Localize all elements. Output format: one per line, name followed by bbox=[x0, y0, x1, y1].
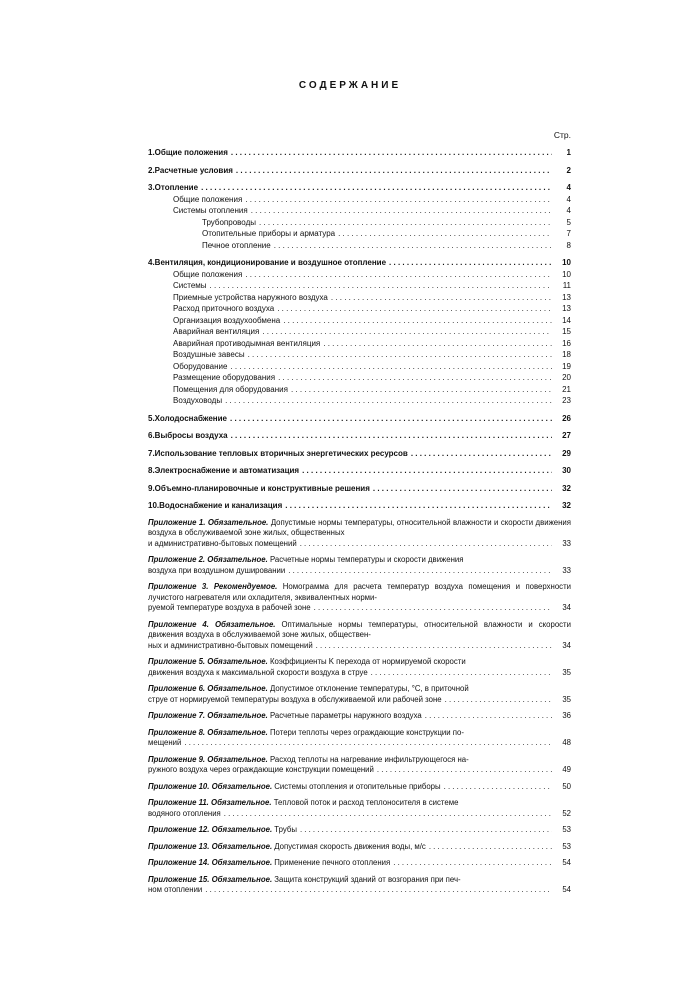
dot-leader bbox=[274, 240, 552, 252]
toc-label: Системы отопления bbox=[173, 206, 248, 215]
dot-leader bbox=[291, 384, 552, 396]
appendix-title: Приложение 14. Обязательное. bbox=[148, 858, 273, 867]
toc-label: 2.Расчетные условия bbox=[148, 165, 233, 175]
page-number: 4 bbox=[566, 206, 571, 215]
page-number: 33 bbox=[562, 565, 571, 575]
dot-leader bbox=[302, 465, 552, 477]
dot-leader bbox=[184, 738, 552, 749]
appendix-text-end: ном отоплении bbox=[148, 885, 203, 894]
dot-leader bbox=[277, 303, 552, 315]
toc-appendix bbox=[148, 782, 571, 793]
appendix-text: Расчетные параметры наружного воздуха bbox=[269, 711, 422, 720]
appendix-body bbox=[148, 518, 571, 539]
toc-appendix bbox=[148, 825, 571, 836]
toc-appendix bbox=[148, 842, 571, 853]
page-number: 48 bbox=[562, 738, 571, 747]
dot-leader bbox=[314, 603, 552, 614]
toc-subsection bbox=[148, 372, 571, 384]
toc-appendix bbox=[148, 711, 571, 722]
appendix-text-end bbox=[148, 858, 390, 869]
toc-subsection bbox=[148, 228, 571, 240]
appendix-title: Приложение 13. Обязательное. bbox=[148, 841, 273, 851]
toc-label: 4.Вентиляция, кондиционирование и воздушное отопление bbox=[148, 258, 387, 267]
appendix-body bbox=[148, 728, 571, 739]
appendix-last-line bbox=[148, 566, 571, 577]
appendix-title: Приложение 10. Обязательное. bbox=[148, 781, 273, 791]
toc-appendix bbox=[148, 875, 571, 896]
page-number: 35 bbox=[562, 694, 571, 704]
toc-label: Расход приточного воздуха bbox=[173, 304, 275, 313]
appendix-title: Приложение 11. Обязательное. bbox=[148, 798, 272, 807]
dot-leader bbox=[248, 349, 552, 361]
toc-label: Общие положения bbox=[173, 194, 243, 204]
toc-label: Воздуховоды bbox=[173, 396, 223, 405]
toc-subsection bbox=[148, 280, 571, 292]
toc-label: 9.Объемно-планировочные и конструктивные решения bbox=[148, 483, 370, 493]
toc-appendix bbox=[148, 728, 571, 749]
appendix-text-end bbox=[148, 825, 297, 836]
appendix-text-end: и административно-бытовых помещений bbox=[148, 538, 297, 548]
appendix-last-line bbox=[148, 738, 571, 749]
page-number: 26 bbox=[562, 413, 571, 423]
page-number: 11 bbox=[562, 281, 571, 290]
toc-appendix bbox=[148, 555, 571, 576]
appendix-last-line bbox=[148, 842, 571, 853]
dot-leader bbox=[231, 147, 552, 159]
dot-leader bbox=[251, 205, 552, 217]
appendix-text-end: руемой температуре воздуха в рабочей зоне bbox=[148, 603, 311, 612]
appendix-title: Приложение 2. Обязательное. bbox=[148, 555, 268, 564]
appendix-text-end: водяного отопления bbox=[148, 808, 221, 818]
toc-label: 6.Выбросы воздуха bbox=[148, 431, 228, 440]
page-column-label: Стр. bbox=[553, 130, 571, 140]
toc-label: 1.Общие положения bbox=[148, 148, 228, 157]
page-number: 13 bbox=[562, 292, 571, 302]
toc-label: Воздушные завесы bbox=[173, 350, 245, 359]
page-number: 34 bbox=[562, 640, 571, 650]
toc-label: Системы bbox=[173, 281, 207, 290]
appendix-title: Приложение 6. Обязательное. bbox=[148, 684, 268, 693]
toc-subsection bbox=[148, 395, 571, 407]
dot-leader bbox=[230, 413, 552, 425]
toc-subsection bbox=[148, 326, 571, 338]
appendix-title: Приложение 7. Обязательное. bbox=[148, 711, 268, 720]
toc-subsection bbox=[148, 292, 571, 304]
page-number: 13 bbox=[562, 304, 571, 313]
appendix-body bbox=[148, 684, 571, 695]
appendix-last-line bbox=[148, 641, 571, 652]
toc-label: Размещение оборудования bbox=[173, 373, 276, 382]
toc-subsection bbox=[148, 303, 571, 315]
page-number: 52 bbox=[562, 808, 571, 818]
dot-leader bbox=[371, 668, 552, 679]
appendix-text: Потери теплоты через ограждающие конструкции по- bbox=[269, 727, 464, 737]
toc-subsection bbox=[148, 194, 571, 206]
dot-leader bbox=[230, 361, 552, 373]
page-number: 19 bbox=[562, 361, 571, 371]
page-number: 33 bbox=[562, 538, 571, 548]
appendix-text: Допустимые нормы температуры, относительной влажности и скорости движения воздуха в обслуживаемой зоне жилых, общественных bbox=[148, 517, 571, 537]
appendix-text: Расчетные нормы температуры и скорости движения bbox=[269, 555, 464, 564]
appendix-text: Допустимая скорость движения воды, м/с bbox=[274, 841, 426, 851]
toc-label: Помещения для оборудования bbox=[173, 384, 288, 394]
dot-leader bbox=[278, 372, 552, 384]
toc-subsection bbox=[148, 338, 571, 350]
page-number: 18 bbox=[562, 350, 571, 359]
appendix-last-line bbox=[148, 603, 571, 614]
page-number: 5 bbox=[566, 217, 571, 227]
toc-section bbox=[148, 483, 571, 495]
page-number: 53 bbox=[562, 841, 571, 851]
page-number: 54 bbox=[562, 858, 571, 867]
appendix-text-end bbox=[148, 782, 441, 793]
page-number: 8 bbox=[566, 240, 571, 250]
toc-section bbox=[148, 448, 571, 460]
toc-label: Трубопроводы bbox=[202, 217, 256, 227]
toc-section bbox=[148, 147, 571, 159]
appendix-text-end: воздуха при воздушном душировании bbox=[148, 565, 286, 575]
appendix-text-end: ружного воздуха через ограждающие конструкции помещений bbox=[148, 765, 374, 774]
dot-leader bbox=[262, 326, 552, 338]
page-number: 4 bbox=[566, 194, 571, 204]
page-number: 2 bbox=[566, 165, 571, 175]
appendix-body bbox=[148, 755, 571, 766]
page-number: 49 bbox=[562, 765, 571, 774]
appendix-text: Расход теплоты на нагревание инфильтрующегося на- bbox=[269, 754, 469, 764]
dot-leader bbox=[236, 165, 552, 177]
page-number: 30 bbox=[562, 466, 571, 475]
page-number: 4 bbox=[566, 183, 571, 192]
dot-leader bbox=[393, 858, 552, 869]
toc-appendix bbox=[148, 798, 571, 819]
page-number: 14 bbox=[562, 315, 571, 325]
toc-label: 5.Холодоснабжение bbox=[148, 413, 227, 423]
dot-leader bbox=[201, 182, 552, 194]
appendix-text-end bbox=[148, 842, 426, 853]
appendix-text: Оптимальные нормы температуры, относительной влажности и скорости движения воздуха в обслуживаемой зоне жилых, обществен- bbox=[148, 619, 571, 639]
toc-subsection bbox=[148, 349, 571, 361]
page-number: 10 bbox=[562, 269, 571, 279]
appendix-body bbox=[148, 555, 571, 566]
dot-leader bbox=[389, 257, 552, 269]
page-number: 53 bbox=[562, 825, 571, 834]
appendix-text: Применение печного отопления bbox=[274, 858, 391, 867]
appendix-body bbox=[148, 582, 571, 603]
appendix-last-line bbox=[148, 858, 571, 869]
toc-label: Оборудование bbox=[173, 361, 228, 371]
appendix-last-line bbox=[148, 695, 571, 706]
appendix-body bbox=[148, 875, 571, 886]
dot-leader bbox=[338, 228, 552, 240]
table-of-contents bbox=[148, 147, 571, 896]
appendix-text-end: ных и административно-бытовых помещений bbox=[148, 640, 313, 650]
dot-leader bbox=[259, 217, 552, 229]
page-number: 15 bbox=[562, 327, 571, 336]
page-number: 35 bbox=[562, 667, 571, 677]
dot-leader bbox=[377, 765, 552, 776]
appendix-text: Трубы bbox=[274, 825, 297, 834]
page-number: 36 bbox=[562, 711, 571, 720]
toc-subsection bbox=[148, 269, 571, 281]
dot-leader bbox=[288, 566, 552, 577]
toc-appendix bbox=[148, 582, 571, 614]
toc-label: Аварийная вентиляция bbox=[173, 327, 260, 336]
toc-appendix bbox=[148, 657, 571, 678]
dot-leader bbox=[445, 695, 552, 706]
appendix-text-end bbox=[148, 711, 422, 722]
appendix-text: Системы отопления и отопительные приборы bbox=[274, 781, 441, 791]
toc-appendices bbox=[148, 518, 571, 896]
page-number: 50 bbox=[562, 781, 571, 791]
appendix-text: Допустимое отклонение температуры, °С, в приточной bbox=[269, 684, 469, 693]
page-number: 21 bbox=[562, 384, 571, 394]
toc-subsection bbox=[148, 361, 571, 373]
dot-leader bbox=[245, 194, 552, 206]
appendix-text: Защита конструкций зданий от возгорания при печ- bbox=[274, 874, 461, 884]
dot-leader bbox=[205, 885, 552, 896]
appendix-title: Приложение 3. Рекомендуемое. bbox=[148, 582, 278, 591]
page-number: 27 bbox=[562, 431, 571, 440]
dot-leader bbox=[411, 448, 552, 460]
page-number: 32 bbox=[562, 483, 571, 493]
toc-section bbox=[148, 430, 571, 442]
toc-appendix bbox=[148, 858, 571, 869]
dot-leader bbox=[323, 338, 552, 350]
toc-section bbox=[148, 465, 571, 477]
appendix-last-line bbox=[148, 765, 571, 776]
appendix-last-line bbox=[148, 539, 571, 550]
toc-label: Отопительные приборы и арматура bbox=[202, 229, 336, 238]
toc-appendix bbox=[148, 684, 571, 705]
appendix-text: Номограмма для расчета температур воздуха помещения и поверхности лучистого нагревателя или охладителя, эквивалентных норми- bbox=[148, 582, 572, 602]
toc-sections bbox=[148, 147, 571, 512]
page-number: 10 bbox=[562, 258, 571, 267]
dot-leader bbox=[425, 711, 552, 722]
toc-appendix bbox=[148, 620, 571, 652]
toc-subsection bbox=[148, 315, 571, 327]
appendix-last-line bbox=[148, 668, 571, 679]
toc-appendix bbox=[148, 518, 571, 550]
toc-section bbox=[148, 413, 571, 425]
dot-leader bbox=[285, 500, 552, 512]
appendix-title: Приложение 15. Обязательное. bbox=[148, 874, 273, 884]
toc-label: Организация воздухообмена bbox=[173, 315, 281, 325]
page-number: 1 bbox=[566, 148, 571, 157]
appendix-text-end: струе от нормируемой температуры воздуха в обслуживаемой или рабочей зоне bbox=[148, 694, 442, 704]
appendix-title: Приложение 4. Обязательное. bbox=[148, 619, 276, 629]
dot-leader bbox=[225, 395, 552, 407]
page-number: 54 bbox=[562, 885, 571, 894]
dot-leader bbox=[373, 483, 552, 495]
dot-leader bbox=[210, 280, 552, 292]
appendix-last-line bbox=[148, 809, 571, 820]
appendix-last-line bbox=[148, 885, 571, 896]
dot-leader bbox=[331, 292, 552, 304]
toc-appendix bbox=[148, 755, 571, 776]
toc-label: 3.Отопление bbox=[148, 183, 199, 192]
toc-section bbox=[148, 165, 571, 177]
appendix-body bbox=[148, 657, 571, 668]
appendix-text-end: мещений bbox=[148, 738, 182, 747]
appendix-text-end: движения воздуха к максимальной скорости воздуха в струе bbox=[148, 667, 368, 677]
appendix-body bbox=[148, 798, 571, 809]
toc-label: Аварийная противодымная вентиляция bbox=[173, 338, 321, 348]
dot-leader bbox=[316, 641, 552, 652]
appendix-title: Приложение 5. Обязательное. bbox=[148, 657, 268, 666]
appendix-title: Приложение 1. Обязательное. bbox=[148, 517, 269, 527]
appendix-text: Коэффициенты K перехода от нормируемой скорости bbox=[269, 657, 466, 666]
toc-section bbox=[148, 182, 571, 194]
dot-leader bbox=[224, 809, 552, 820]
dot-leader bbox=[444, 782, 552, 793]
appendix-body bbox=[148, 620, 571, 641]
toc-label: Общие положения bbox=[173, 269, 243, 279]
appendix-title: Приложение 12. Обязательное. bbox=[148, 825, 273, 834]
page-number: 20 bbox=[562, 373, 571, 382]
dot-leader bbox=[231, 430, 552, 442]
toc-label: 7.Использование тепловых вторичных энергетических ресурсов bbox=[148, 448, 408, 458]
appendix-text: Тепловой поток и расход теплоносителя в системе bbox=[273, 798, 459, 807]
toc-label: 8.Электроснабжение и автоматизация bbox=[148, 466, 300, 475]
toc-label: Приемные устройства наружного воздуха bbox=[173, 292, 328, 302]
toc-label: 10.Водоснабжение и канализация bbox=[148, 501, 283, 510]
dot-leader bbox=[300, 825, 552, 836]
appendix-last-line bbox=[148, 825, 571, 836]
page-number: 16 bbox=[562, 338, 571, 348]
toc-subsection bbox=[148, 205, 571, 217]
toc-subsection bbox=[148, 240, 571, 252]
dot-leader bbox=[429, 842, 552, 853]
page-number: 23 bbox=[562, 396, 571, 405]
toc-subsection bbox=[148, 384, 571, 396]
dot-leader bbox=[283, 315, 552, 327]
page-number: 32 bbox=[562, 501, 571, 510]
page-number: 29 bbox=[562, 448, 571, 458]
page-number: 34 bbox=[562, 603, 571, 612]
page-title: СОДЕРЖАНИЕ bbox=[298, 80, 402, 91]
appendix-last-line bbox=[148, 782, 571, 793]
toc-section bbox=[148, 257, 571, 269]
toc-label: Печное отопление bbox=[202, 240, 271, 250]
appendix-last-line bbox=[148, 711, 571, 722]
dot-leader bbox=[300, 539, 552, 550]
appendix-title: Приложение 8. Обязательное. bbox=[148, 727, 268, 737]
toc-subsection bbox=[148, 217, 571, 229]
toc-section bbox=[148, 500, 571, 512]
page-number: 7 bbox=[566, 229, 571, 238]
dot-leader bbox=[245, 269, 552, 281]
appendix-title: Приложение 9. Обязательное. bbox=[148, 754, 268, 764]
